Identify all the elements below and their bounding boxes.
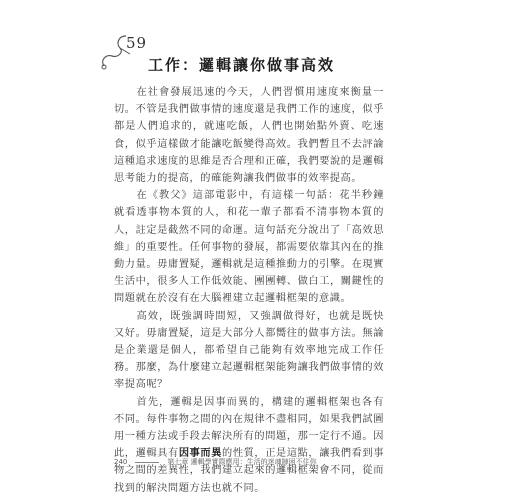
- bold-text: 因事而異: [178, 447, 223, 460]
- paragraph-text: 的性質，正是這點，讓我們看到事物之間的差異性，我們建立起來的邏輯框架會不同，從而找到的解決問題方法也就不同。: [114, 448, 384, 494]
- paragraph: [114, 308, 384, 394]
- body-text: [114, 84, 384, 497]
- paragraph-text: 在社會發展迅速的今天，人們習慣用速度來衡量一切。不管是我們做事情的速度還是我們工作的速度，似乎都是人們追求的，就連吃飯，人們也開始點外賣、吃速食，似乎這樣做才能讓吃飯變得高效。我們暫且不去評論這種追求速度的思維是否合理和正確，我們要說的是邏輯思考能力的提高，的確能夠讓我們做事的效率提高。: [114, 87, 384, 185]
- paragraph: [114, 187, 384, 307]
- paragraph-text: 高效，既強調時間短，又強調做得好，也就是既快又好。毋庸置疑，這是大部分人都嚮往的做事方法。無論是企業還是個人，都希望自己能夠有效率地完成工作任務。那麼，為什麼建立起邏輯框架能夠讓我們做事情的效率提高呢？: [114, 310, 384, 391]
- paragraph: [114, 84, 384, 187]
- page-number: 240: [114, 458, 128, 466]
- footer-rule: [135, 462, 159, 463]
- paragraph-text: 首先，邏輯是因事而異的，構建的邏輯框架也各有不同。每件事物之間的內在規律不盡相同，如果我們試圖用一種方法或手段去解決所有的問題，那一定行不通。因此，邏輯具有: [114, 396, 384, 460]
- paragraph-text: 在《教父》這部電影中，有這樣一句話：花半秒鐘就看透事物本質的人，和花一輩子都看不清事物本質的人，註定是截然不同的命運。這句話充分說出了「高效思維」的重要性。任何事物的發展，都需要依靠其內在的推動力量。毋庸置疑，邏輯就是這種推動力的引擎。在現實生活中，很多人工作低效能、團團轉、做白工，關鍵性的問題就在於沒有在大腦裡建立起邏輯框架的意識。: [114, 190, 384, 305]
- section-number: 59: [126, 34, 148, 52]
- chapter-title: 第七章 邏輯學實際應用：生活的迷魂陣困不住你: [167, 458, 317, 466]
- page-footer: [114, 457, 317, 467]
- page-title: 工作：邏輯讓你做事高效: [148, 56, 336, 74]
- paragraph: [114, 394, 384, 497]
